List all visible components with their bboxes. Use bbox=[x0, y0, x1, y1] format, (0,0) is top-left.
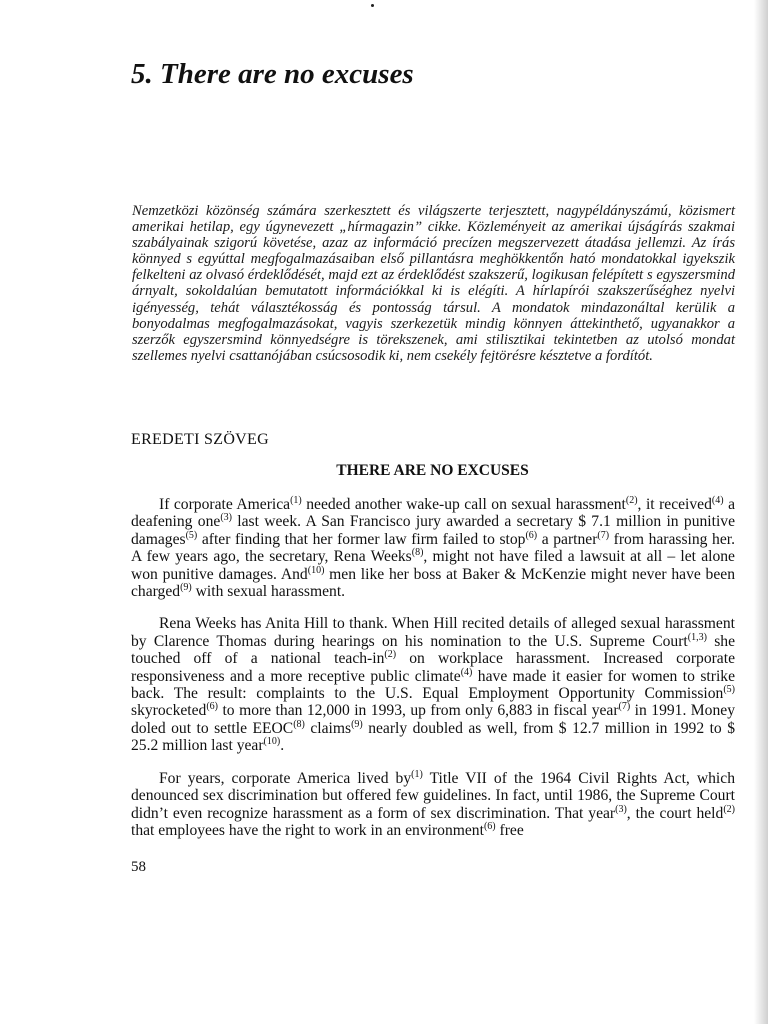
paragraph-text: nearly doubled as well, from $ 12.7 million in 1992 to $ 25.2 million last year bbox=[131, 719, 735, 755]
paragraph-text: . bbox=[280, 737, 285, 755]
footnote-marker: (1) bbox=[411, 768, 423, 780]
paragraph-text: claims bbox=[304, 719, 352, 737]
footnote-marker: (10) bbox=[263, 736, 281, 748]
paragraph-text: after finding that her former law firm failed to stop bbox=[197, 530, 526, 548]
page-edge-shadow bbox=[754, 0, 768, 1024]
page-number: 58 bbox=[131, 859, 146, 875]
footnote-marker: (3) bbox=[220, 512, 232, 524]
paragraph-text: that employees have the right to work in an environment bbox=[131, 821, 484, 839]
footnote-marker: (5) bbox=[723, 683, 735, 695]
article-body bbox=[131, 496, 735, 854]
paragraph-text: , might not have filed a lawsuit at all – let alone won punitive damages. And bbox=[131, 548, 735, 583]
footnote-marker: (8) bbox=[411, 547, 424, 559]
section-label: EREDETI SZÖVEG bbox=[131, 431, 269, 448]
paragraph-text: have made it easier for women to strike back. The result: complaints to the U.S. Equal Employment Opportunity Commission bbox=[131, 667, 735, 703]
chapter-title: 5. There are no excuses bbox=[131, 58, 414, 90]
footnote-marker: (9) bbox=[180, 581, 192, 593]
chapter-introduction: Nemzetközi közönség számára szerkesztett és világszerte terjesztett, nagypéldányszámú, közismert amerikai hetilap, egy úgynevezett „hírmagazin” cikke. Közleményeit az amerikai újságírás szakmai szabályainak szigorú követése, azaz az információ precízen megszervezett átadása jellemzi. Az írás könnyed s egyúttal megfogalmazásaiban első pillantásra meghökkentőn ható mondatokkal igyekszik felkelteni az olvasó érdeklődését, majd ezt az érdeklődést szakszerű, logikusan felépített s egyszersmind árnyalt, sokoldalúan bemutatott információkkal ki is elégíti. A hírlapírói szakszerűséghez nyelvi igényesség, tehát választékosság és pontosság társul. A mondatok mindazonáltal kerülik a bonyodalmas megfogalmazásokat, vagyis szerkezetük mindig könnyen áttekinthető, ugyanakkor a szerzők egyszersmind könnyedségre is törekszenek, ami stilisztikai tekintetben az utolsó mondat szellemes nyelvi csattanójában csúcsosodik ki, nem csekély fejtörésre késztetve a fordítót. bbox=[132, 203, 735, 364]
footnote-marker: (8) bbox=[293, 718, 305, 730]
footnote-marker: (1,3) bbox=[687, 631, 707, 643]
paragraph-text: a deafening one bbox=[131, 496, 735, 531]
article-paragraph bbox=[131, 615, 735, 754]
paragraph-text: , the court held bbox=[626, 804, 724, 822]
footnote-marker: (9) bbox=[351, 718, 363, 730]
paragraph-text: in 1991. Money doled out to settle EEOC bbox=[131, 702, 735, 737]
footnote-marker: (7) bbox=[597, 529, 610, 541]
footnote-marker: (3) bbox=[615, 803, 627, 815]
footnote-marker: (6) bbox=[483, 820, 496, 832]
article-title: THERE ARE NO EXCUSES bbox=[336, 462, 529, 479]
paragraph-text: men like her boss at Baker & McKenzie might never have been charged bbox=[131, 565, 735, 601]
article-paragraph bbox=[131, 496, 735, 600]
paragraph-text: to more than 12,000 in 1993, up from only 6,883 in fiscal year bbox=[218, 702, 619, 720]
footnote-marker: (10) bbox=[307, 564, 325, 576]
paragraph-text: Title VII of the 1964 Civil Rights Act, which denounced sex discrimination but offered few guidelines. In fact, until 1986, the Supreme Court didn’t even recognize harassment as a form of sex discrimination. That year bbox=[131, 769, 735, 822]
paragraph-text: last week. A San Francisco jury awarded a secretary $ 7.1 million in punitive damages bbox=[131, 513, 735, 548]
paragraph-text: skyrocketed bbox=[131, 702, 207, 720]
paragraph-text: If corporate America bbox=[159, 496, 291, 513]
footnote-marker: (5) bbox=[185, 529, 198, 541]
footnote-marker: (2) bbox=[384, 649, 397, 661]
footnote-marker: (2) bbox=[625, 494, 638, 506]
paragraph-text: with sexual harassment. bbox=[191, 583, 346, 601]
scan-speck bbox=[371, 4, 374, 7]
paragraph-text: on workplace harassment. Increased corporate responsiveness and a more receptive public climate bbox=[131, 650, 735, 685]
footnote-marker: (1) bbox=[290, 494, 302, 506]
paragraph-text: Rena Weeks has Anita Hill to thank. When Hill recited details of alleged sexual harassment by Clarence Thomas during hearings on his nomination to the U.S. Supreme Court bbox=[131, 615, 735, 650]
paragraph-text: needed another wake-up call on sexual harassment bbox=[301, 496, 626, 513]
footnote-marker: (7) bbox=[618, 701, 631, 713]
footnote-marker: (6) bbox=[206, 701, 219, 713]
footnote-marker: (4) bbox=[711, 494, 724, 506]
paragraph-text: she touched off of a national teach-in bbox=[131, 632, 736, 668]
footnote-marker: (2) bbox=[723, 803, 735, 815]
paragraph-text: For years, corporate America lived by bbox=[159, 769, 412, 787]
paragraph-text: , it received bbox=[637, 496, 712, 513]
paragraph-text: a partner bbox=[537, 530, 598, 548]
footnote-marker: (4) bbox=[460, 666, 473, 678]
paragraph-text: free bbox=[495, 821, 524, 839]
paragraph-text: from harassing her. A few years ago, the secretary, Rena Weeks bbox=[131, 530, 736, 566]
article-paragraph bbox=[131, 770, 735, 840]
footnote-marker: (6) bbox=[525, 529, 538, 541]
